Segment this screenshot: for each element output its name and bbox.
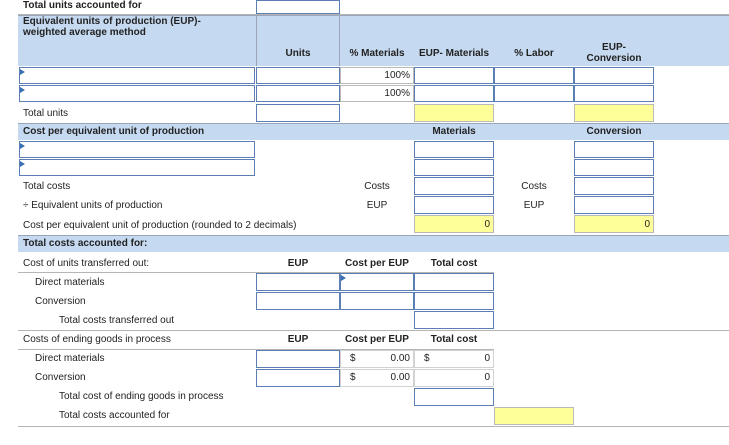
transferred-conv-cost-per-eup-input[interactable] xyxy=(340,292,414,310)
col-header-eup-conversion-line2: Conversion xyxy=(586,53,642,64)
col-header-pct-materials: % Materials xyxy=(349,48,405,59)
total-transferred-out-label: Total costs transferred out xyxy=(59,315,175,326)
ending-direct-materials-label: Direct materials xyxy=(35,353,105,364)
total-ending-gip-label: Total cost of ending goods in process xyxy=(59,391,224,402)
cost-row1-materials-input[interactable] xyxy=(414,141,494,158)
transferred-conv-eup-input[interactable] xyxy=(256,292,340,310)
ending-dm-cost-per-eup-value: 0.00 xyxy=(390,353,410,364)
total-units-label: Total units xyxy=(23,108,69,119)
col-header-units: Units xyxy=(285,48,311,59)
cost-row2-label-input[interactable] xyxy=(19,159,255,176)
eup-label-materials: EUP xyxy=(366,200,388,211)
cost-per-eup-materials-value: 0 xyxy=(484,219,490,230)
transferred-conversion-label: Conversion xyxy=(35,296,86,307)
total-costs-label: Total costs xyxy=(23,181,71,192)
col-header-pct-labor: % Labor xyxy=(514,48,554,59)
cost-row2-materials-input[interactable] xyxy=(414,159,494,176)
row-divider xyxy=(18,426,729,427)
col-header-eup-transferred: EUP xyxy=(287,258,309,269)
flag-icon xyxy=(20,69,25,75)
row-divider xyxy=(18,330,729,331)
ending-conversion-label: Conversion xyxy=(35,372,86,383)
cost-header-materials: Materials xyxy=(432,126,476,137)
eup-section-title-line2: weighted average method xyxy=(23,27,146,38)
transferred-dm-total-input[interactable] xyxy=(414,273,494,291)
divide-eup-conversion-input[interactable] xyxy=(574,196,654,214)
divide-eup-materials-input[interactable] xyxy=(414,196,494,214)
eup-row1-eup-conversion-input[interactable] xyxy=(574,67,654,84)
flag-icon xyxy=(20,143,25,149)
total-costs-accounted-cell xyxy=(494,407,574,425)
eup-row2-eup-materials-input[interactable] xyxy=(414,85,494,102)
costs-ending-gip-label: Costs of ending goods in process xyxy=(23,334,171,345)
col-header-total-cost-ending: Total cost xyxy=(430,334,478,345)
col-header-total-cost-transferred: Total cost xyxy=(430,258,478,269)
eup-label-conversion: EUP xyxy=(523,200,545,211)
col-header-cost-per-eup-ending: Cost per EUP xyxy=(345,334,409,345)
transferred-dm-eup-input[interactable] xyxy=(256,273,340,291)
total-costs-materials-input[interactable] xyxy=(414,177,494,195)
eup-row2-label-input[interactable] xyxy=(19,85,255,102)
cost-row1-label-input[interactable] xyxy=(19,141,255,158)
eup-row1-pct-materials: 100% xyxy=(384,70,410,81)
ending-dm-dollar-sign: $ xyxy=(350,353,356,364)
eup-row1-pct-labor-input[interactable] xyxy=(494,67,574,84)
total-units-accounted-label: Total units accounted for xyxy=(23,0,142,11)
costs-label-conversion: Costs xyxy=(521,181,547,192)
transferred-dm-cost-per-eup-input[interactable] xyxy=(340,273,414,291)
divide-eup-label: ÷ Equivalent units of production xyxy=(23,200,163,211)
col-header-cost-per-eup-transferred: Cost per EUP xyxy=(345,258,409,269)
total-costs-accounted-label: Total costs accounted for xyxy=(59,410,170,421)
eup-row2-pct-materials: 100% xyxy=(384,88,410,99)
transferred-direct-materials-label: Direct materials xyxy=(35,277,105,288)
total-costs-conversion-input[interactable] xyxy=(574,177,654,195)
flag-icon xyxy=(341,275,346,281)
col-header-eup-conversion-line1: EUP- xyxy=(602,42,626,53)
ending-dm-eup-input[interactable] xyxy=(256,350,340,368)
cost-per-eup-conversion-value: 0 xyxy=(644,219,650,230)
eup-row2-pct-labor-input[interactable] xyxy=(494,85,574,102)
total-units-input[interactable] xyxy=(256,104,340,122)
col-header-eup-materials: EUP- Materials xyxy=(418,48,490,59)
flag-icon xyxy=(20,87,25,93)
total-eup-conversion-cell xyxy=(574,104,654,122)
total-transferred-out-input[interactable] xyxy=(414,311,494,329)
transferred-conv-total-input[interactable] xyxy=(414,292,494,310)
total-units-accounted-input[interactable] xyxy=(256,0,340,14)
cost-row1-conversion-input[interactable] xyxy=(574,141,654,158)
ending-conv-total-value: 0 xyxy=(484,372,490,383)
cost-per-eup-rounded-label: Cost per equivalent unit of production (rounded to 2 decimals) xyxy=(23,220,297,231)
cost-header-conversion: Conversion xyxy=(586,126,642,137)
ending-dm-total-dollar-sign: $ xyxy=(424,353,430,364)
eup-row1-label-input[interactable] xyxy=(19,67,255,84)
eup-row2-units-input[interactable] xyxy=(256,85,340,102)
ending-dm-total-value: 0 xyxy=(484,353,490,364)
total-ending-gip-input[interactable] xyxy=(414,388,494,406)
eup-row1-eup-materials-input[interactable] xyxy=(414,67,494,84)
eup-row2-eup-conversion-input[interactable] xyxy=(574,85,654,102)
ending-conv-cost-per-eup-value: 0.00 xyxy=(390,372,410,383)
eup-section-title-line1: Equivalent units of production (EUP)- xyxy=(23,16,201,27)
ending-conv-dollar-sign: $ xyxy=(350,372,356,383)
total-eup-materials-cell xyxy=(414,104,494,122)
cost-row2-conversion-input[interactable] xyxy=(574,159,654,176)
cost-transferred-out-label: Cost of units transferred out: xyxy=(23,258,150,269)
ending-conv-eup-input[interactable] xyxy=(256,369,340,387)
flag-icon xyxy=(20,161,25,167)
cost-per-eu-title: Cost per equivalent unit of production xyxy=(23,126,205,137)
total-costs-accounted-for-title: Total costs accounted for: xyxy=(23,238,148,249)
col-header-eup-ending: EUP xyxy=(287,334,309,345)
costs-label-materials: Costs xyxy=(364,181,390,192)
eup-row1-units-input[interactable] xyxy=(256,67,340,84)
